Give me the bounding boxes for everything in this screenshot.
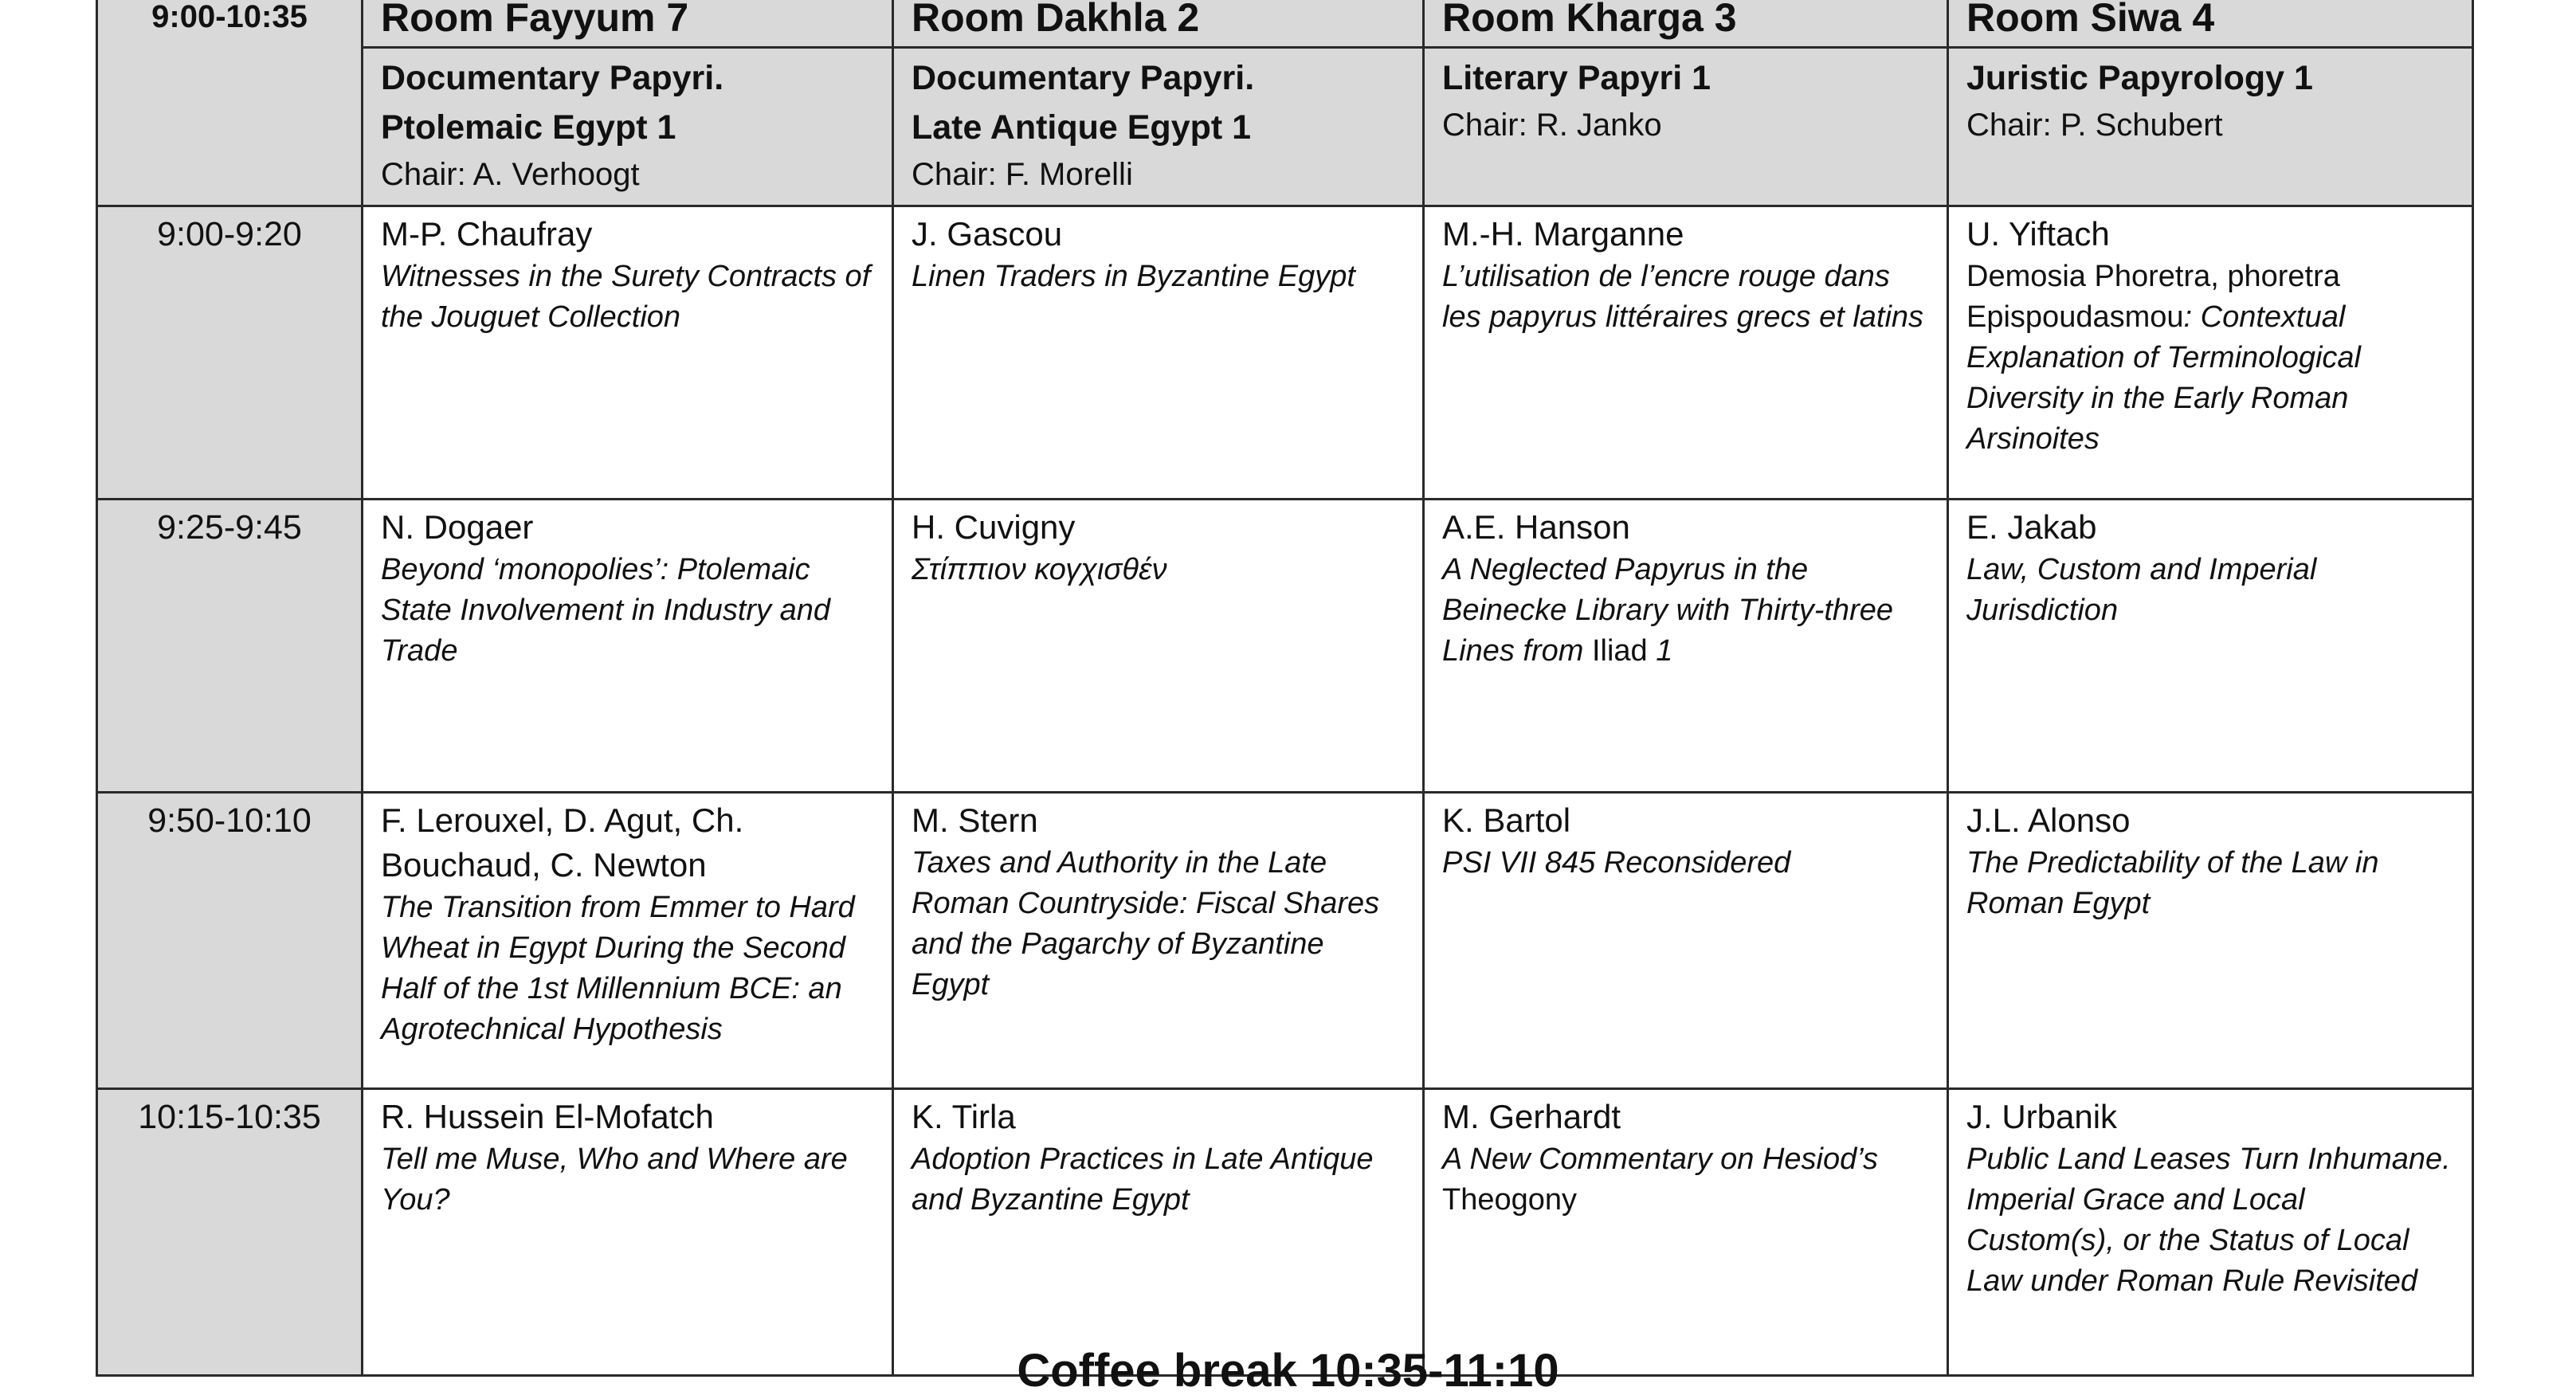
paper-speaker: H. Cuvigny xyxy=(912,508,1076,546)
paper-cell xyxy=(363,500,893,793)
paper-cell xyxy=(1948,1089,2473,1376)
title-segment: Iliad xyxy=(1591,634,1648,668)
paper-speaker: A.E. Hanson xyxy=(1442,508,1630,546)
room-header-row xyxy=(97,0,2473,48)
paper-speaker: M-P. Chaufray xyxy=(381,215,593,253)
title-segment: Linen Traders in Byzantine Egypt xyxy=(912,260,1355,293)
paper-title xyxy=(1442,550,1929,672)
title-segment: PSI VII 845 Reconsidered xyxy=(1442,846,1791,880)
title-segment: Στίππιον κογχισθέν xyxy=(912,553,1167,586)
paper-speaker: M. Gerhardt xyxy=(1442,1098,1621,1135)
title-segment: Taxes and Authority in the Late Roman Countryside: Fiscal Shares and the Pagarchy of Byzantine Egypt xyxy=(912,846,1380,1001)
title-segment: 1 xyxy=(1647,634,1673,668)
paper-title xyxy=(912,1139,1405,1221)
room-name: Room Fayyum 7 xyxy=(381,0,689,40)
session-chair: Chair: A. Verhoogt xyxy=(381,157,640,192)
slot-row xyxy=(97,793,2473,1089)
room-cell-kharga xyxy=(1424,0,1948,48)
title-segment: Public Land Leases Turn Inhumane. Imperial Grace and Local Custom(s), or the Status of Local Law under Roman Rule Revisited xyxy=(1966,1142,2451,1298)
title-segment: Tell me Muse, Who and Where are You? xyxy=(381,1142,848,1217)
slot-row xyxy=(97,1089,2473,1376)
paper-speaker: J. Gascou xyxy=(912,215,1063,253)
paper-cell xyxy=(1424,793,1948,1089)
paper-cell xyxy=(893,793,1424,1089)
paper-title xyxy=(1442,1139,1929,1221)
paper-cell xyxy=(893,500,1424,793)
paper-title xyxy=(912,550,1405,590)
paper-speaker: F. Lerouxel, D. Agut, Ch. Bouchaud, C. Newton xyxy=(381,801,744,884)
paper-cell xyxy=(893,1089,1424,1376)
session-chair: Chair: F. Morelli xyxy=(912,157,1133,192)
paper-cell xyxy=(1424,1089,1948,1376)
paper-title xyxy=(381,550,874,672)
paper-title xyxy=(381,1139,874,1221)
title-segment: A New Commentary on Hesiod’s xyxy=(1442,1142,1878,1176)
paper-cell xyxy=(893,206,1424,500)
slot-time-cell xyxy=(97,1089,363,1376)
title-segment: Beyond ‘monopolies’: Ptolemaic State Involvement in Industry and Trade xyxy=(381,553,830,668)
paper-speaker: J. Urbanik xyxy=(1966,1098,2118,1135)
paper-speaker: K. Tirla xyxy=(912,1098,1016,1135)
slot-row xyxy=(97,500,2473,793)
title-segment: Theogony xyxy=(1442,1183,1578,1217)
room-cell-dakhla xyxy=(893,0,1424,48)
paper-title xyxy=(912,843,1405,1005)
room-cell-fayyum xyxy=(363,0,893,48)
paper-title xyxy=(1966,257,2454,460)
title-segment: L’utilisation de l’encre rouge dans les papyrus littéraires grecs et latins xyxy=(1442,260,1924,334)
paper-cell xyxy=(363,1089,893,1376)
paper-cell xyxy=(1424,500,1948,793)
title-segment: A Neglected Papyrus in the Beinecke Library with Thirty-three Lines from xyxy=(1442,553,1893,668)
paper-title xyxy=(1442,257,1929,338)
slot-time-cell xyxy=(97,793,363,1089)
title-segment: Witnesses in the Surety Contracts of the Jouguet Collection xyxy=(381,260,871,334)
paper-cell xyxy=(1948,793,2473,1089)
coffee-break-heading: Coffee break 10:35-11:10 xyxy=(1017,1345,1559,1397)
title-segment: Adoption Practices in Late Antique and Byzantine Egypt xyxy=(912,1142,1374,1217)
session-title-line: Late Antique Egypt 1 xyxy=(912,108,1252,147)
schedule-table xyxy=(96,0,2474,1377)
paper-title xyxy=(381,888,874,1050)
title-segment: The Predictability of the Law in Roman Egypt xyxy=(1966,846,2379,920)
room-name: Room Siwa 4 xyxy=(1966,0,2215,40)
session-title-line: Documentary Papyri. xyxy=(912,59,1255,97)
paper-title xyxy=(1966,1139,2454,1302)
slot-time: 10:15-10:35 xyxy=(138,1098,321,1136)
paper-speaker: J.L. Alonso xyxy=(1966,801,2131,839)
title-segment: Demosia Phoretra, phoretra Epispoudasmou xyxy=(1966,260,2340,334)
paper-cell xyxy=(363,206,893,500)
session-chair: Chair: P. Schubert xyxy=(1966,108,2223,143)
paper-cell xyxy=(1948,500,2473,793)
session-info-siwa xyxy=(1948,48,2473,206)
paper-cell xyxy=(1424,206,1948,500)
paper-title xyxy=(1442,843,1929,884)
session-title-line: Juristic Papyrology 1 xyxy=(1966,59,2313,97)
room-name: Room Dakhla 2 xyxy=(912,0,1200,40)
paper-speaker: U. Yiftach xyxy=(1966,215,2110,253)
paper-title xyxy=(1966,550,2454,631)
title-segment: The Transition from Emmer to Hard Wheat in Egypt During the Second Half of the 1st Millennium BCE: an Agrotechnical Hypothesis xyxy=(381,891,855,1046)
paper-speaker: N. Dogaer xyxy=(381,508,534,546)
slot-time-cell xyxy=(97,500,363,793)
paper-cell xyxy=(363,793,893,1089)
paper-title xyxy=(1966,843,2454,924)
slot-time-cell xyxy=(97,206,363,500)
slot-time: 9:50-10:10 xyxy=(147,801,312,840)
title-segment: Law, Custom and Imperial Jurisdiction xyxy=(1966,553,2317,627)
slot-row xyxy=(97,206,2473,500)
slot-time: 9:25-9:45 xyxy=(157,508,302,547)
session-time: 9:00-10:35 xyxy=(151,0,308,34)
paper-title xyxy=(381,257,874,338)
room-cell-siwa xyxy=(1948,0,2473,48)
slot-time: 9:00-9:20 xyxy=(157,215,302,253)
paper-speaker: R. Hussein El-Mofatch xyxy=(381,1098,714,1135)
paper-cell xyxy=(1948,206,2473,500)
room-name: Room Kharga 3 xyxy=(1442,0,1737,40)
session-title-line: Literary Papyri 1 xyxy=(1442,59,1711,97)
paper-speaker: M.-H. Marganne xyxy=(1442,215,1684,253)
title-segment: : Contextual Explanation of Terminological Diversity in the Early Roman Arsinoites xyxy=(1966,300,2362,456)
session-title-line: Documentary Papyri. xyxy=(381,59,724,97)
paper-speaker: M. Stern xyxy=(912,801,1038,839)
session-header-row xyxy=(97,48,2473,206)
paper-speaker: K. Bartol xyxy=(1442,801,1571,839)
paper-title xyxy=(912,257,1405,297)
paper-speaker: E. Jakab xyxy=(1966,508,2097,546)
session-chair: Chair: R. Janko xyxy=(1442,108,1662,143)
session-info-dakhla xyxy=(893,48,1424,206)
session-title-line: Ptolemaic Egypt 1 xyxy=(381,108,676,147)
session-info-kharga xyxy=(1424,48,1948,206)
session-info-fayyum xyxy=(363,48,893,206)
session-time-cell xyxy=(97,0,363,206)
